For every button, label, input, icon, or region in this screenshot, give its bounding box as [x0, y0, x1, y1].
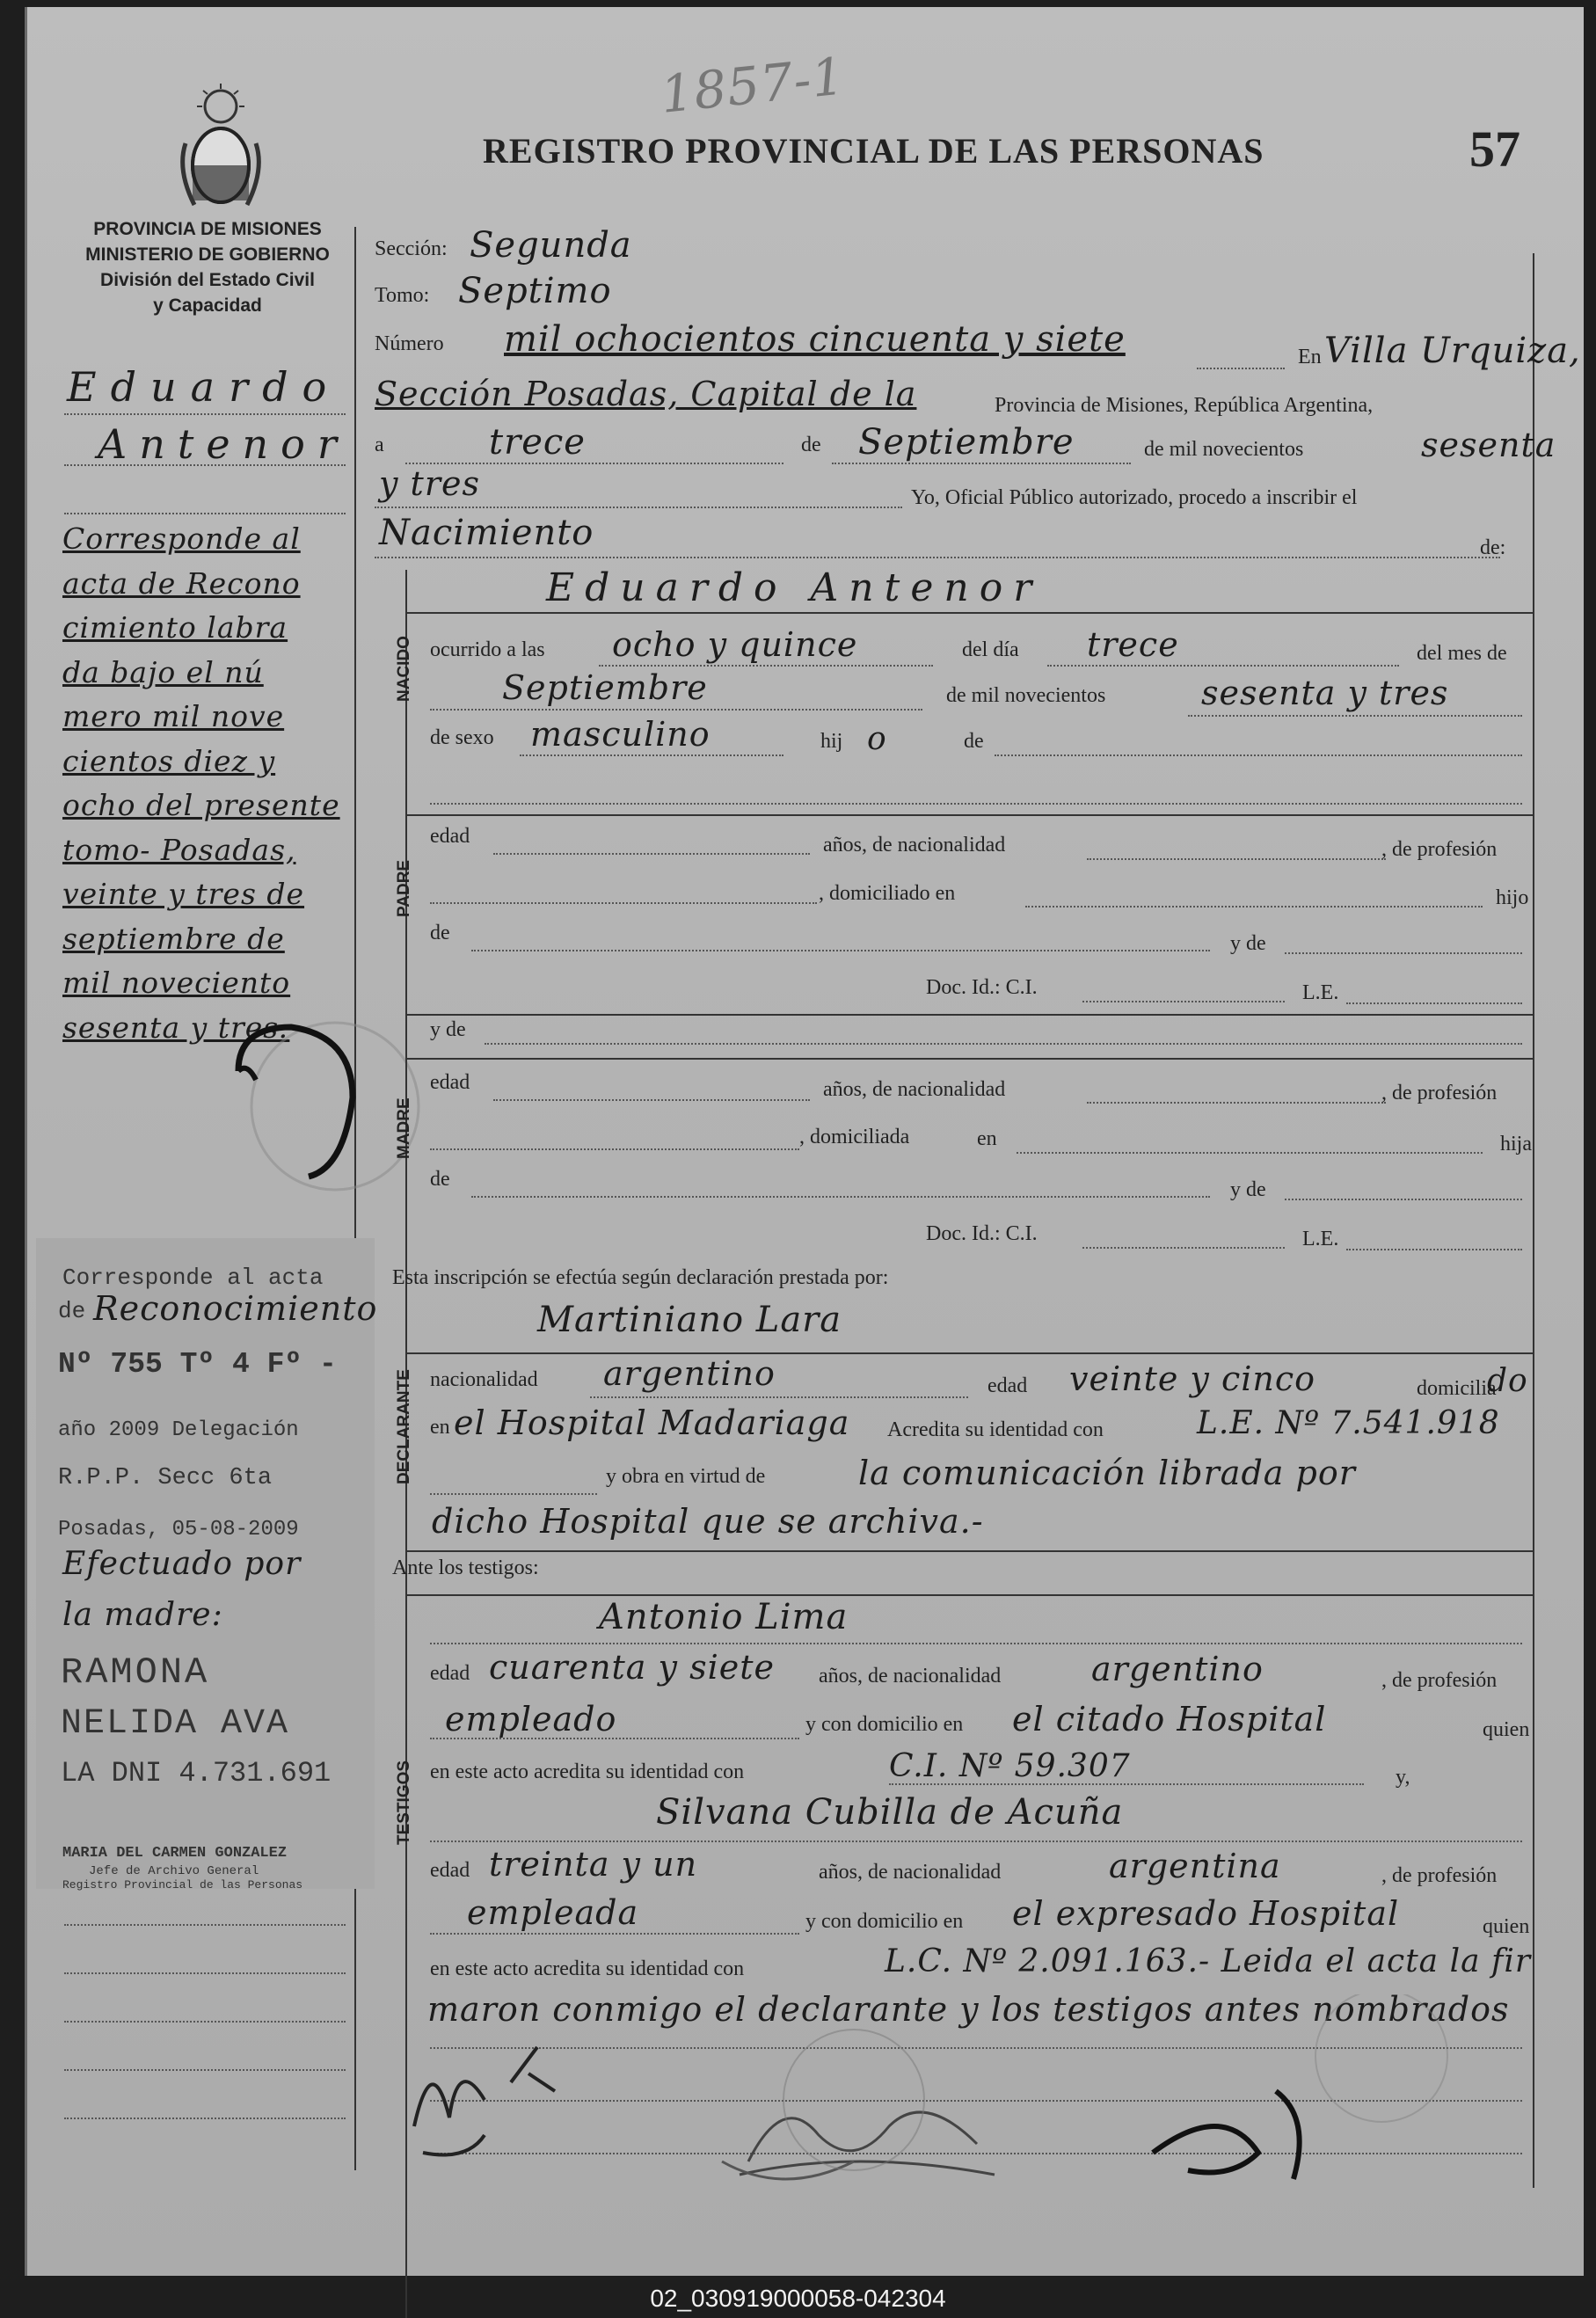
margin-note-line: tomo- Posadas, — [62, 832, 296, 867]
margin-name-second: Antenor — [98, 420, 349, 468]
oficial-statement: Yo, Oficial Público autorizado, procedo a inscribir el — [911, 486, 1358, 509]
fill-line — [430, 1148, 799, 1150]
fill-line — [1087, 858, 1386, 860]
org-province: PROVINCIA DE MISIONES — [93, 219, 322, 239]
reconocimiento-stamp — [36, 1238, 378, 1892]
stamp-numero: Nº 755 Tº 4 Fº - — [58, 1348, 337, 1381]
fill-line — [520, 754, 783, 756]
del-mes-label: del mes de — [1417, 642, 1507, 665]
madre-doc-label: Doc. Id.: C.I. — [926, 1222, 1038, 1245]
handwritten-record-number: 1857-1 — [658, 46, 849, 125]
seccion-value: Segunda — [470, 225, 632, 266]
declarante-name: Martiniano Lara — [537, 1300, 842, 1340]
fill-line — [1017, 1152, 1483, 1154]
locality-value: Villa Urquiza, — [1324, 331, 1581, 371]
testigo1-edad-label: edad — [430, 1662, 470, 1685]
fill-line — [471, 1196, 1210, 1198]
year-label: de mil novecientos — [1144, 438, 1304, 461]
stamp-de-value: Reconocimiento — [93, 1289, 378, 1328]
org-division-2: y Capacidad — [153, 295, 262, 316]
fill-line — [430, 902, 817, 904]
madre-de-label: de — [430, 1168, 450, 1191]
fill-line — [1047, 665, 1399, 667]
madre-y-de-label-2: y de — [1230, 1178, 1266, 1201]
fill-line — [889, 1783, 1364, 1785]
madre-anos-label: años, de nacionalidad — [823, 1078, 1006, 1101]
section-separator — [405, 1014, 1533, 1016]
madre-le-label: L.E. — [1302, 1228, 1339, 1250]
numero-value: mil ochocientos cincuenta y siete — [504, 319, 1126, 360]
fill-line — [1285, 1199, 1522, 1200]
year-value: sesenta — [1421, 426, 1556, 464]
fill-line — [485, 1043, 1522, 1045]
declarante-edad-value: veinte y cinco — [1069, 1359, 1316, 1398]
fill-line — [1346, 1249, 1522, 1250]
hijo-de-label: de — [964, 730, 984, 753]
section-separator — [405, 612, 1533, 614]
margin-line — [64, 1972, 346, 1974]
nacido-year-value: sesenta y tres — [1201, 674, 1449, 712]
testigo2-edad-label: edad — [430, 1859, 470, 1882]
padre-de-label: de — [430, 922, 450, 944]
section-value: Sección Posadas, Capital de la — [375, 375, 917, 413]
acto-value: Nacimiento — [379, 513, 594, 553]
declarante-domicilio-value: el Hospital Madariaga — [454, 1403, 850, 1442]
tomo-label: Tomo: — [375, 284, 430, 307]
testigo2-quien-label: quien — [1483, 1915, 1530, 1938]
page-number: 57 — [1469, 120, 1520, 178]
margin-note-line: acta de Recono — [62, 565, 301, 601]
tomo-value: Septimo — [458, 271, 612, 311]
margin-note-line: cientos diez y — [62, 743, 276, 778]
stamp-official-registry: Registro Provincial de las Personas — [62, 1878, 303, 1892]
declarante-domicilia-suffix: do — [1487, 1363, 1528, 1399]
a-label: a — [375, 434, 384, 456]
de-label: de — [801, 434, 821, 456]
hijo-value: o — [867, 721, 887, 757]
declarante-en-label: en — [430, 1416, 450, 1439]
padre-section-label: PADRE — [395, 859, 413, 917]
fill-line — [471, 950, 1210, 951]
testigo2-profesion-label: , de profesión — [1381, 1864, 1498, 1887]
fill-line — [430, 1493, 597, 1495]
fill-line — [1087, 1102, 1386, 1104]
fill-line — [430, 803, 1522, 805]
page-title: REGISTRO PROVINCIAL DE LAS PERSONAS — [483, 131, 1264, 171]
de-colon-label: de: — [1480, 536, 1506, 559]
margin-note — [62, 517, 340, 1050]
hijo-label: hij — [820, 730, 843, 753]
padre-hijo-label: hijo — [1496, 886, 1529, 909]
year-value-cont: y tres — [379, 464, 480, 503]
testigos-section-label: TESTIGOS — [395, 1760, 413, 1845]
fill-line — [493, 1099, 810, 1101]
fill-line — [995, 754, 1522, 756]
testigo1-profesion-value: empleado — [445, 1700, 617, 1738]
testigo1-domicilio-label: y con domicilio en — [805, 1713, 964, 1736]
nacido-section-label: NACIDO — [395, 636, 413, 702]
margin-line — [64, 464, 346, 466]
testigo2-anos-label: años, de nacionalidad — [819, 1861, 1002, 1884]
testigo1-anos-label: años, de nacionalidad — [819, 1665, 1002, 1687]
madre-section-label: MADRE — [395, 1097, 413, 1159]
del-dia-label: del día — [962, 638, 1019, 661]
declarante-nacionalidad-value: argentino — [603, 1354, 776, 1393]
seccion-label: Sección: — [375, 237, 448, 260]
testigo2-doc-value: L.C. Nº 2.091.163.- Leida el acta la fir — [885, 1943, 1532, 1979]
stamp-ano: año 2009 Delegación — [58, 1418, 299, 1442]
stamp-efectuado: Efectuado por — [62, 1546, 302, 1582]
fill-line — [430, 1738, 799, 1739]
child-name: Eduardo Antenor — [546, 565, 1043, 610]
testigo1-quien-label: quien — [1483, 1718, 1530, 1741]
margin-name-first: Eduardo — [67, 363, 341, 411]
fill-line — [1346, 1002, 1522, 1004]
stamp-posadas: Posadas, 05-08-2009 — [58, 1518, 299, 1542]
testigo1-y-label: y, — [1396, 1766, 1410, 1789]
section-separator — [405, 814, 1533, 816]
margin-note-line: sesenta y tres: — [62, 1010, 290, 1045]
testigo1-name: Antonio Lima — [599, 1597, 849, 1637]
coat-of-arms-icon — [172, 82, 269, 214]
fill-line — [590, 1396, 968, 1398]
day-value: trece — [489, 422, 586, 463]
margin-line — [64, 513, 346, 514]
stamp-name-line1: RAMONA — [61, 1651, 210, 1694]
margin-note-line: mil noveciento — [62, 966, 291, 1000]
margin-note-line: Corresponde al — [62, 521, 301, 556]
ocurrido-label: ocurrido a las — [430, 638, 545, 661]
margin-line — [64, 2021, 346, 2023]
org-ministry: MINISTERIO DE GOBIERNO — [85, 244, 330, 265]
sexo-label: de sexo — [430, 726, 494, 749]
testigo1-doc-value: C.I. Nº 59.307 — [889, 1748, 1131, 1784]
padre-anos-label: años, de nacionalidad — [823, 834, 1006, 856]
margin-line — [64, 2069, 346, 2071]
section-separator — [405, 1594, 1533, 1596]
declarante-edad-label: edad — [987, 1374, 1028, 1397]
declarante-acredita-value: L.E. Nº 7.541.918 — [1197, 1405, 1500, 1441]
stamp-rpp: R.P.P. Secc 6ta — [58, 1465, 273, 1491]
signature-marks — [361, 1994, 1575, 2197]
en-label: En — [1298, 346, 1322, 368]
margin-line — [64, 1924, 346, 1926]
padre-le-label: L.E. — [1302, 981, 1339, 1004]
declarante-nacionalidad-label: nacionalidad — [430, 1368, 538, 1391]
register-page — [25, 7, 1584, 2276]
fill-line — [1197, 368, 1285, 369]
stamp-de-label: de — [58, 1298, 86, 1324]
testigo2-nacionalidad-value: argentina — [1109, 1847, 1281, 1885]
margin-note-line: septiembre de — [62, 921, 285, 956]
padre-doc-label: Doc. Id.: C.I. — [926, 976, 1038, 999]
madre-y-de-label: y de — [430, 1018, 466, 1041]
madre-edad-label: edad — [430, 1071, 470, 1094]
madre-hija-label: hija — [1500, 1133, 1532, 1155]
fill-line — [832, 463, 1131, 464]
madre-en-label: en — [977, 1127, 997, 1150]
stamp-name-line2: NELIDA AVA — [61, 1704, 290, 1744]
month-value: Septiembre — [858, 422, 1075, 463]
stamp-official-title: Jefe de Archivo General — [89, 1864, 259, 1878]
margin-line — [64, 2118, 346, 2119]
declarante-obra-value: la comunicación librada por — [858, 1454, 1356, 1492]
fill-line — [1285, 952, 1522, 954]
fill-line — [375, 557, 1500, 558]
section-separator — [405, 1550, 1533, 1552]
image-code-caption: 02_030919000058-042304 — [650, 2285, 946, 2312]
margin-note-line: cimiento labra — [62, 610, 288, 645]
declarante-domicilia-label: domicilia — [1417, 1377, 1497, 1400]
stamp-corresponde: Corresponde al acta — [62, 1265, 324, 1291]
nacido-year-label: de mil novecientos — [946, 684, 1106, 707]
madre-domiciliada-label: , domiciliada — [799, 1126, 910, 1148]
testigo1-nacionalidad-value: argentino — [1091, 1650, 1264, 1688]
padre-edad-label: edad — [430, 825, 470, 848]
declarante-acredita-label: Acredita su identidad con — [887, 1418, 1104, 1441]
fill-line — [430, 1933, 799, 1935]
margin-line — [64, 413, 346, 415]
dia-value: trece — [1087, 625, 1179, 664]
stamp-name-line3: LA DNI 4.731.691 — [61, 1757, 332, 1790]
fill-line — [599, 665, 933, 667]
testigo2-domicilio-label: y con domicilio en — [805, 1910, 964, 1933]
stamp-official-name: MARIA DEL CARMEN GONZALEZ — [62, 1845, 288, 1862]
right-border — [1533, 253, 1534, 2188]
testigo1-profesion-label: , de profesión — [1381, 1669, 1498, 1692]
margin-note-line: da bajo el nú — [62, 654, 264, 689]
section-separator — [405, 1352, 1533, 1354]
padre-profesion-label: , de profesión — [1381, 838, 1498, 861]
fill-line — [375, 507, 902, 508]
padre-y-de-label: y de — [1230, 932, 1266, 955]
stamp-la-madre: la madre: — [62, 1597, 223, 1633]
testigos-intro: Ante los testigos: — [392, 1556, 539, 1579]
org-division: División del Estado Civil — [100, 270, 315, 290]
fill-line — [1082, 1247, 1285, 1249]
fill-line — [430, 1841, 1522, 1842]
fill-line — [1082, 1001, 1285, 1002]
hora-value: ocho y quince — [612, 625, 858, 664]
declarante-section-label: DECLARANTE — [395, 1369, 413, 1484]
testigo2-edad-value: treinta y un — [489, 1845, 698, 1884]
mes-value: Septiembre — [502, 668, 708, 707]
fill-line — [430, 709, 922, 711]
fill-line — [493, 853, 810, 855]
madre-profesion-label: , de profesión — [1381, 1082, 1498, 1104]
margin-note-line: ocho del presente — [62, 788, 340, 822]
declarante-obra-label: y obra en virtud de — [606, 1465, 766, 1488]
testigo2-acredita-label: en este acto acredita su identidad con — [430, 1957, 745, 1980]
fill-line — [1025, 906, 1483, 908]
margin-note-line: mero mil nove — [62, 699, 285, 733]
sexo-value: masculino — [530, 715, 711, 754]
testigo2-domicilio-value: el expresado Hospital — [1012, 1894, 1400, 1933]
declarante-intro: Esta inscripción se efectúa según declaración prestada por: — [392, 1266, 889, 1289]
fill-line — [1188, 715, 1522, 717]
section-separator — [405, 1058, 1533, 1060]
testigo1-acredita-label: en este acto acredita su identidad con — [430, 1760, 745, 1783]
declarante-obra-value-cont: dicho Hospital que se archiva.- — [432, 1502, 984, 1541]
testigo2-name: Silvana Cubilla de Acuña — [656, 1792, 1124, 1833]
organization-heading — [80, 216, 335, 318]
padre-domiciliado-label: , domiciliado en — [819, 882, 956, 905]
margin-note-line: veinte y tres de — [62, 877, 305, 911]
testigo1-edad-value: cuarenta y siete — [489, 1648, 775, 1687]
numero-label: Número — [375, 332, 444, 355]
testigo1-domicilio-value: el citado Hospital — [1012, 1700, 1327, 1738]
closing-statement: maron conmigo el declarante y los testigos antes nombrados — [427, 1990, 1510, 2029]
testigo2-profesion-value: empleada — [467, 1893, 639, 1932]
fill-line — [430, 1643, 1522, 1644]
province-text: Provincia de Misiones, República Argentina, — [995, 394, 1374, 417]
